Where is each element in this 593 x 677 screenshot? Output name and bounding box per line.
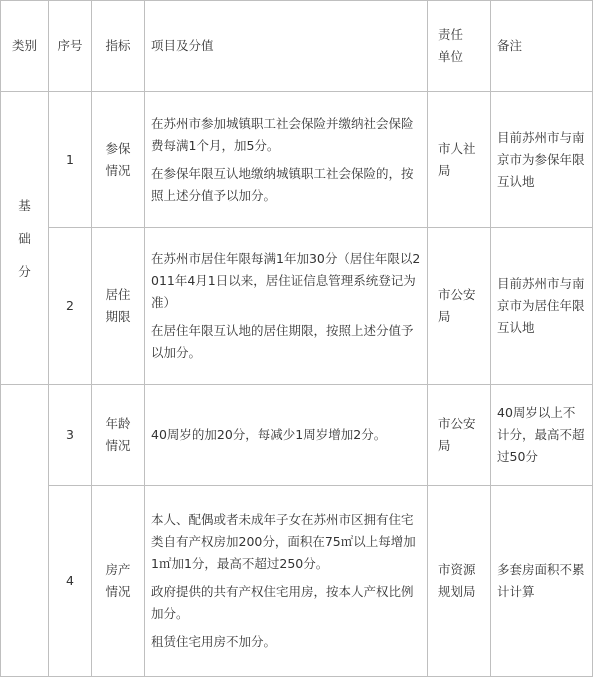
indicator-label: 居住 期限 — [105, 287, 131, 324]
item-paragraph: 在苏州市参加城镇职工社会保险并缴纳社会保险费每满1个月，加5分。 — [151, 115, 414, 153]
item-cell — [145, 486, 428, 677]
indicator-cell — [92, 92, 145, 228]
header-category: 类别 — [1, 1, 49, 92]
item-paragraph: 在苏州市居住年限每满1年加30分（居住年限以2011年4月1日以来，居住证信息管理系统登记为准） — [151, 251, 421, 310]
item-paragraph: 本人、配偶或者未成年子女在苏州市区拥有住宅类自有产权房加200分，面积在75㎡以上每增加1㎡加1分，最高不超过250分。 — [151, 512, 416, 571]
table-row — [1, 385, 593, 486]
unit-cell — [428, 385, 491, 486]
header-responsible-unit-text: 责任 单位 — [438, 27, 464, 64]
header-indicator: 指标 — [92, 1, 145, 92]
table-row — [1, 228, 593, 385]
category-basic-label: 基 础 分 — [18, 197, 31, 279]
header-seq: 序号 — [49, 1, 92, 92]
unit-label: 市公安 局 — [438, 416, 476, 453]
remark-text: 目前苏州市与南京市为参保年限互认地 — [497, 129, 585, 189]
item-paragraph: 租赁住宅用房不加分。 — [151, 634, 277, 649]
table-row — [1, 92, 593, 228]
unit-label: 市公安 局 — [438, 287, 476, 324]
indicator-label: 参保 情况 — [105, 140, 131, 178]
indicator-label: 房产 情况 — [105, 562, 131, 599]
unit-cell — [428, 486, 491, 677]
indicator-label: 年龄 情况 — [105, 416, 131, 453]
unit-cell — [428, 92, 491, 228]
item-paragraph: 政府提供的共有产权住宅用房，按本人产权比例加分。 — [151, 584, 414, 621]
indicator-cell — [92, 486, 145, 677]
table-header-row — [1, 1, 593, 92]
indicator-cell — [92, 385, 145, 486]
remark-cell — [491, 228, 593, 385]
seq-cell: 2 — [49, 228, 92, 385]
indicator-cell — [92, 228, 145, 385]
item-cell — [145, 228, 428, 385]
item-cell — [145, 92, 428, 228]
unit-label: 市资源 规划局 — [438, 562, 476, 599]
remark-cell — [491, 385, 593, 486]
item-cell — [145, 385, 428, 486]
remark-text: 多套房面积不累计计算 — [497, 562, 585, 599]
remark-cell — [491, 92, 593, 228]
item-paragraph: 40周岁的加20分，每减少1周岁增加2分。 — [151, 427, 387, 442]
item-paragraph: 在参保年限互认地缴纳城镇职工社会保险的，按照上述分值予以加分。 — [151, 165, 414, 203]
category-cell-empty — [1, 385, 49, 677]
seq-cell: 4 — [49, 486, 92, 677]
table-row — [1, 486, 593, 677]
remark-cell — [491, 486, 593, 677]
remark-text: 40周岁以上不计分，最高不超过50分 — [497, 405, 585, 464]
category-cell-basic — [1, 92, 49, 385]
unit-cell — [428, 228, 491, 385]
item-paragraph: 在居住年限互认地的居住期限，按照上述分值予以加分。 — [151, 323, 414, 360]
header-remarks: 备注 — [491, 1, 593, 92]
header-item-score: 项目及分值 — [145, 1, 428, 92]
unit-label: 市人社 局 — [438, 140, 476, 178]
remark-text: 目前苏州市与南京市为居住年限互认地 — [497, 276, 585, 335]
seq-cell: 1 — [49, 92, 92, 228]
header-responsible-unit — [428, 1, 491, 92]
seq-cell: 3 — [49, 385, 92, 486]
